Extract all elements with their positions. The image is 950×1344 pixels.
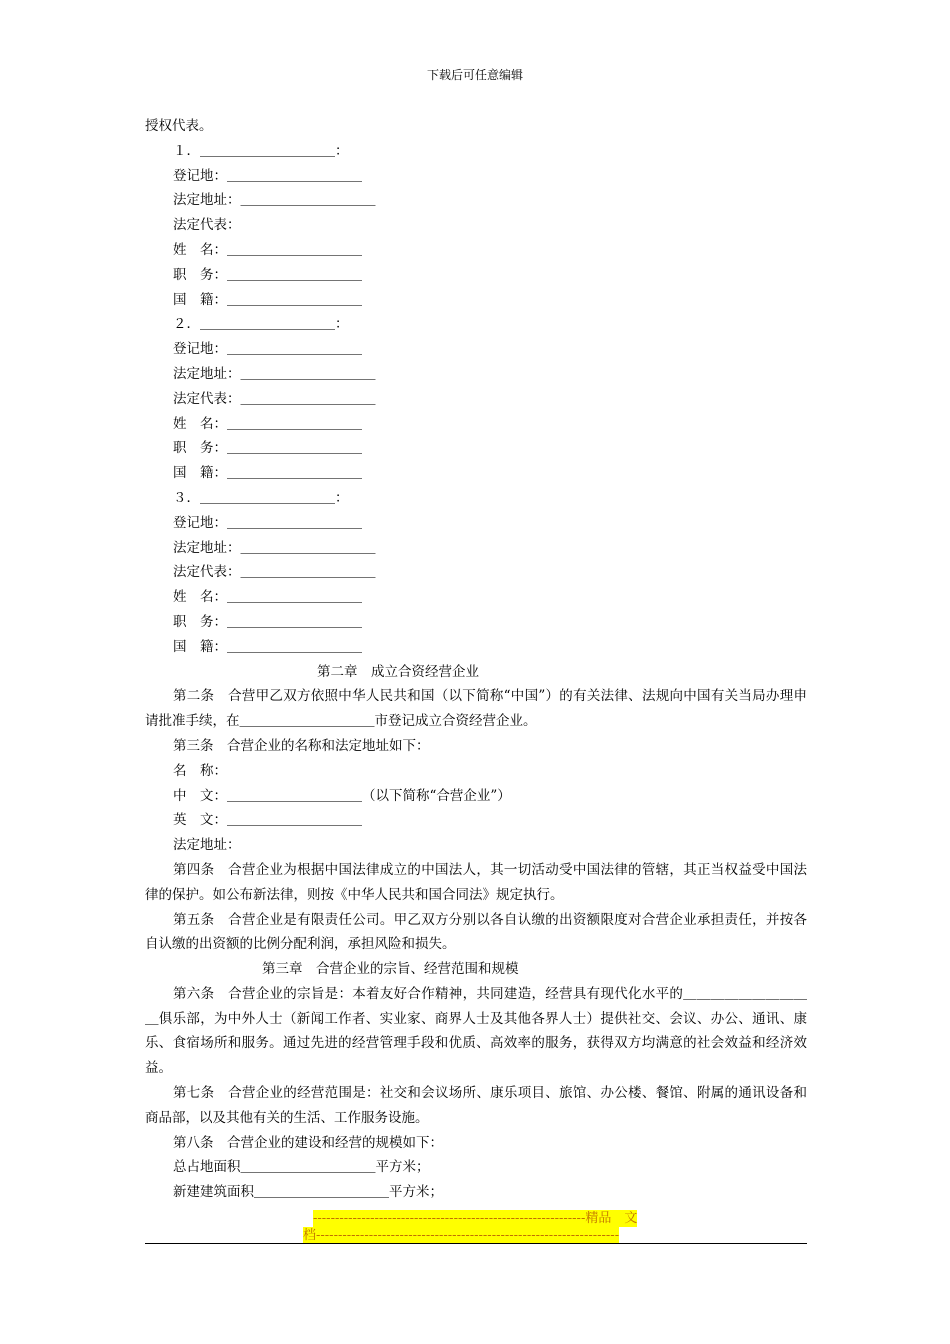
text-line: 职 务：＿＿＿＿＿＿＿＿＿＿ (173, 613, 362, 630)
text-line: 新建建筑面积＿＿＿＿＿＿＿＿＿＿平方米； (173, 1184, 443, 1201)
paragraph: 第五条 合营企业是有限责任公司。甲乙双方分别以各自认缴的出资额限度对合营企业承担责任，并按各自认缴的出资额的比例分配利润，承担风险和损失。 (145, 911, 807, 953)
footer-line-2: 档--------------------------------------------------------------------- (303, 1228, 620, 1243)
text-line: 姓 名：＿＿＿＿＿＿＿＿＿＿ (173, 415, 362, 432)
text-line: 法定代表： (173, 217, 241, 234)
text-line: 登记地：＿＿＿＿＿＿＿＿＿＿ (173, 167, 362, 184)
text-line: １．＿＿＿＿＿＿＿＿＿＿： (173, 142, 349, 159)
text-line: 名 称： (173, 762, 227, 779)
chapter-heading: 第三章 合营企业的宗旨、经营范围和规模 (262, 961, 519, 978)
text-line: 职 务：＿＿＿＿＿＿＿＿＿＿ (173, 266, 362, 283)
footer-rule (145, 1243, 807, 1244)
text-line: 法定地址：＿＿＿＿＿＿＿＿＿＿ (173, 539, 376, 556)
text-line: 法定代表：＿＿＿＿＿＿＿＿＿＿ (173, 564, 376, 581)
text-line: ３．＿＿＿＿＿＿＿＿＿＿： (173, 489, 349, 506)
text-line: 姓 名：＿＿＿＿＿＿＿＿＿＿ (173, 241, 362, 258)
text-line: 登记地：＿＿＿＿＿＿＿＿＿＿ (173, 514, 362, 531)
text-line: 中 文：＿＿＿＿＿＿＿＿＿＿（以下简称“合营企业”） (173, 787, 511, 804)
chapter-heading: 第二章 成立合资经营企业 (317, 663, 479, 680)
text-line: 国 籍：＿＿＿＿＿＿＿＿＿＿ (173, 465, 362, 482)
text-line: 职 务：＿＿＿＿＿＿＿＿＿＿ (173, 440, 362, 457)
paragraph: 第八条 合营企业的建设和经营的规模如下： (173, 1134, 443, 1151)
paragraph: 第七条 合营企业的经营范围是：社交和会议场所、康乐项目、旅馆、办公楼、餐馆、附属的通讯设备和商品部，以及其他有关的生活、工作服务设施。 (145, 1085, 807, 1126)
paragraph: 第六条 合营企业的宗旨是：本着友好合作精神，共同建造，经营具有现代化水平的＿＿＿＿＿＿＿＿＿＿俱乐部，为中外人士（新闻工作者、实业家、商界人士及其他各界人士）提供社交、会议、办公、通讯、康乐、食宿场所和服务。通过先进的经营管理手段和优质、高效率的服务，获得双方均满意的社会效益和经济效益。 (145, 985, 807, 1077)
text-line: 国 籍：＿＿＿＿＿＿＿＿＿＿ (173, 638, 362, 655)
text-line: 姓 名：＿＿＿＿＿＿＿＿＿＿ (173, 589, 362, 606)
text-line: 授权代表。 (145, 118, 213, 134)
footer-line-1: --------------------------------------------------------------精品 文 (313, 1211, 638, 1226)
paragraph: 第二条 合营甲乙双方依照中华人民共和国（以下简称“中国”）的有关法律、法规向中国有关当局办理申请批准手续，在＿＿＿＿＿＿＿＿＿＿市登记成立合资经营企业。 (145, 688, 807, 730)
contract-body (145, 114, 807, 1205)
text-line: 法定地址：＿＿＿＿＿＿＿＿＿＿ (173, 365, 376, 382)
page-header: 下载后可任意编辑 (426, 68, 523, 82)
paragraph: 第四条 合营企业为根据中国法律成立的中国法人，其一切活动受中国法律的管辖，其正当权益受中国法律的保护。如公布新法律，则按《中华人民共和国合同法》规定执行。 (145, 861, 807, 903)
paragraph: 第三条 合营企业的名称和法定地址如下： (173, 737, 430, 754)
text-line: 英 文：＿＿＿＿＿＿＿＿＿＿ (173, 812, 362, 829)
text-line: 登记地：＿＿＿＿＿＿＿＿＿＿ (173, 341, 362, 358)
text-line: 国 籍：＿＿＿＿＿＿＿＿＿＿ (173, 291, 362, 308)
text-line: 法定地址： (173, 837, 241, 854)
text-line: 法定地址：＿＿＿＿＿＿＿＿＿＿ (173, 192, 376, 209)
text-line: ２．＿＿＿＿＿＿＿＿＿＿： (173, 316, 349, 333)
text-line: 法定代表：＿＿＿＿＿＿＿＿＿＿ (173, 390, 376, 407)
text-line: 总占地面积＿＿＿＿＿＿＿＿＿＿平方米； (173, 1159, 430, 1176)
